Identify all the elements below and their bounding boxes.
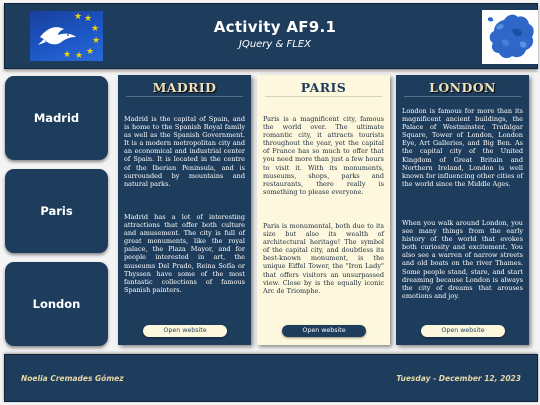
europe-map-icon <box>482 10 538 64</box>
sidebar-item-london[interactable] <box>5 262 108 346</box>
card-title: MADRID <box>152 80 217 95</box>
footer-date: Tuesday - December 12, 2023 <box>396 374 521 383</box>
madrid-card <box>118 75 251 345</box>
title-divider <box>265 96 382 97</box>
card-paragraph: Madrid is the capital of Spain, and is home to the Spanish Royal family as well as the Spanish Government. It is a modern metropolitan city and an economical and industrial center of Spain. It is located in the centre of the Iberian Peninsula, and is surrounded by mountains and natural parks. <box>124 115 245 188</box>
sidebar-item-paris[interactable] <box>5 169 108 253</box>
open-website-button[interactable]: Open website <box>282 325 366 337</box>
card-paragraph: London is famous for more than its magnificent ancient buildings, the Palace of Westminster, Trafalgar Square, Tower of London, London Eye, Art Galleries, and Big Ben. As the capital city of the United Kingdom of Great Britain and Northern Ireland, London is well known for influencing other cities of the world since the Middle Ages. <box>402 107 523 188</box>
card-paragraph: When you walk around London, you see many things from the early history of the world that evokes both curiosity and excitement. You also see a warren of narrow streets and old boats on the river Thames. Some people stand, stare, and start dreaming because London is always the city of dreams that arouses emotions and joy. <box>402 219 523 300</box>
page-title: Activity AF9.1 <box>213 18 337 36</box>
card-paragraph: Paris is a magnificent city, famous the world over. The ultimate romantic city, it attracts tourists throughout the year, yet the capital of France has so much to offer that you need more than just a few hours to visit it. With its monuments, museums, shops, parks and restaurants, there really is something to please everyone. <box>263 115 384 196</box>
title-divider <box>126 96 243 97</box>
card-paragraph: Madrid has a lot of interesting attractions that offer both culture and amusement. The city is full of great monuments, like the royal palace, the Plaza Mayor, and for people interested in art, the museums Del Prado, Reina Sofía or Thyssen have some of the most fantastic collections of famous Spanish painters. <box>124 213 245 294</box>
footer <box>4 354 538 402</box>
open-website-button[interactable]: Open website <box>143 325 227 337</box>
open-website-button[interactable]: Open website <box>421 325 505 337</box>
sidebar-item-label: London <box>32 297 81 311</box>
sidebar-item-label: Paris <box>40 204 73 218</box>
card-title: PARIS <box>300 80 347 95</box>
header <box>4 3 538 69</box>
sidebar-item-label: Madrid <box>33 111 80 125</box>
title-divider <box>404 96 521 97</box>
page-subtitle: JQuery & FLEX <box>239 39 311 50</box>
card-paragraph: Paris is monumental, both due to its size but also its wealth of architectural heritage! The symbol of the capital city, and doubtless its best-known monument, is the unique Eiffel Tower, the "Iron Lady" that offers visitors an unsurpassed view. Close by is the equally iconic Arc de Triomphe. <box>263 222 384 295</box>
author-name: Noelia Cremades Gómez <box>21 374 124 383</box>
sidebar-item-madrid[interactable] <box>5 76 108 160</box>
dove-icon <box>38 23 78 49</box>
card-title: LONDON <box>429 80 496 95</box>
london-card <box>396 75 529 345</box>
paris-card <box>257 75 390 345</box>
eu-dove-logo-icon: ★ ★ ★ ★ ★ ★ ★ <box>30 11 103 61</box>
